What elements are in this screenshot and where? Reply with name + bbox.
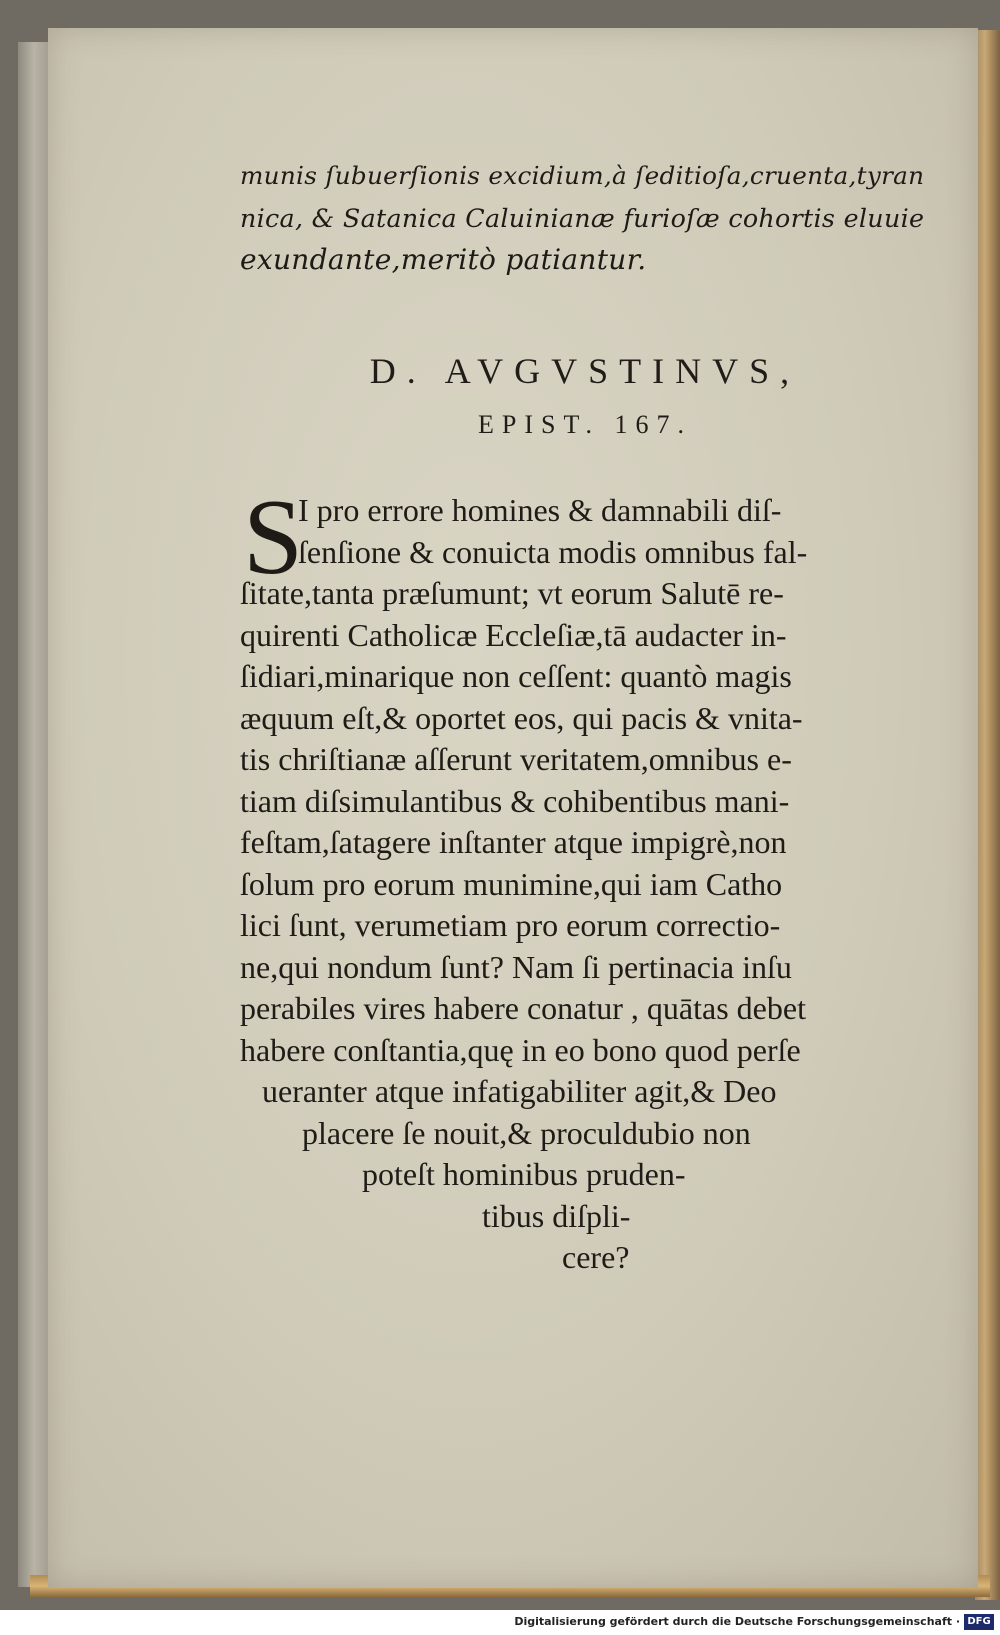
body-line: ueranter atque infatigabiliter agit,& Deo (262, 1073, 777, 1109)
body-line: ſitate,tanta præſumunt; vt eorum Salutē re- (240, 575, 784, 611)
body-line: tis chriſtianæ aſſerunt veritatem,omnibus e- (240, 741, 792, 777)
body-line: ne,qui nondum ſunt? Nam ſi pertinacia inſu (240, 948, 792, 985)
section-heading: D. AVGVSTINVS, (369, 351, 801, 391)
body-line: I pro errore homines & damnabili diſ- (298, 492, 782, 528)
book-binding-left (18, 42, 50, 1587)
body-line: habere conſtantia,quę in eo bono quod perſe (240, 1031, 801, 1068)
body-line: perabiles vires habere conatur , quātas debet (240, 990, 806, 1026)
drop-cap: S (243, 478, 304, 597)
body-line: poteſt hominibus pruden- (362, 1156, 686, 1192)
body-line: ſenſione & conuicta modis omnibus fal- (298, 533, 808, 570)
body-line: lici ſunt, verumetiam pro eorum correctio- (240, 907, 781, 943)
italic-line: munis ſubuerſionis excidium,à ſeditioſa,cruenta,tyran (240, 161, 925, 190)
body-line: quirenti Catholicæ Eccleſiæ,tā audacter in- (240, 616, 787, 653)
italic-line: exundante,meritò patiantur. (240, 243, 647, 276)
digitization-footer (0, 1612, 1000, 1635)
body-line: ſidiari,minarique non ceſſent: quantò magis (240, 658, 792, 694)
book-binding-right (975, 30, 1000, 1600)
body-line: tiam diſsimulantibus & cohibentibus mani- (240, 782, 790, 819)
italic-paragraph (240, 155, 930, 281)
body-line: æquum eſt,& oportet eos, qui pacis & vnita- (240, 699, 803, 736)
footer-credit: Digitalisierung gefördert durch die Deutsche Forschungsgemeinschaft · (514, 1615, 960, 1628)
italic-line: nica, & Satanica Caluinianæ furioſæ cohortis eluuie (240, 203, 925, 233)
body-paragraph (240, 478, 930, 1279)
dfg-logo: DFG (964, 1614, 994, 1630)
body-line: feſtam,ſatagere inſtanter atque impigrè,non (240, 824, 787, 860)
body-line: tibus diſpli- (482, 1197, 631, 1234)
body-line: placere ſe nouit,& proculdubio non (302, 1114, 751, 1151)
body-line: cere? (562, 1239, 630, 1275)
body-line: ſolum pro eorum munimine,qui iam Catho (240, 865, 783, 902)
section-subheading: EPIST. 167. (478, 410, 692, 439)
